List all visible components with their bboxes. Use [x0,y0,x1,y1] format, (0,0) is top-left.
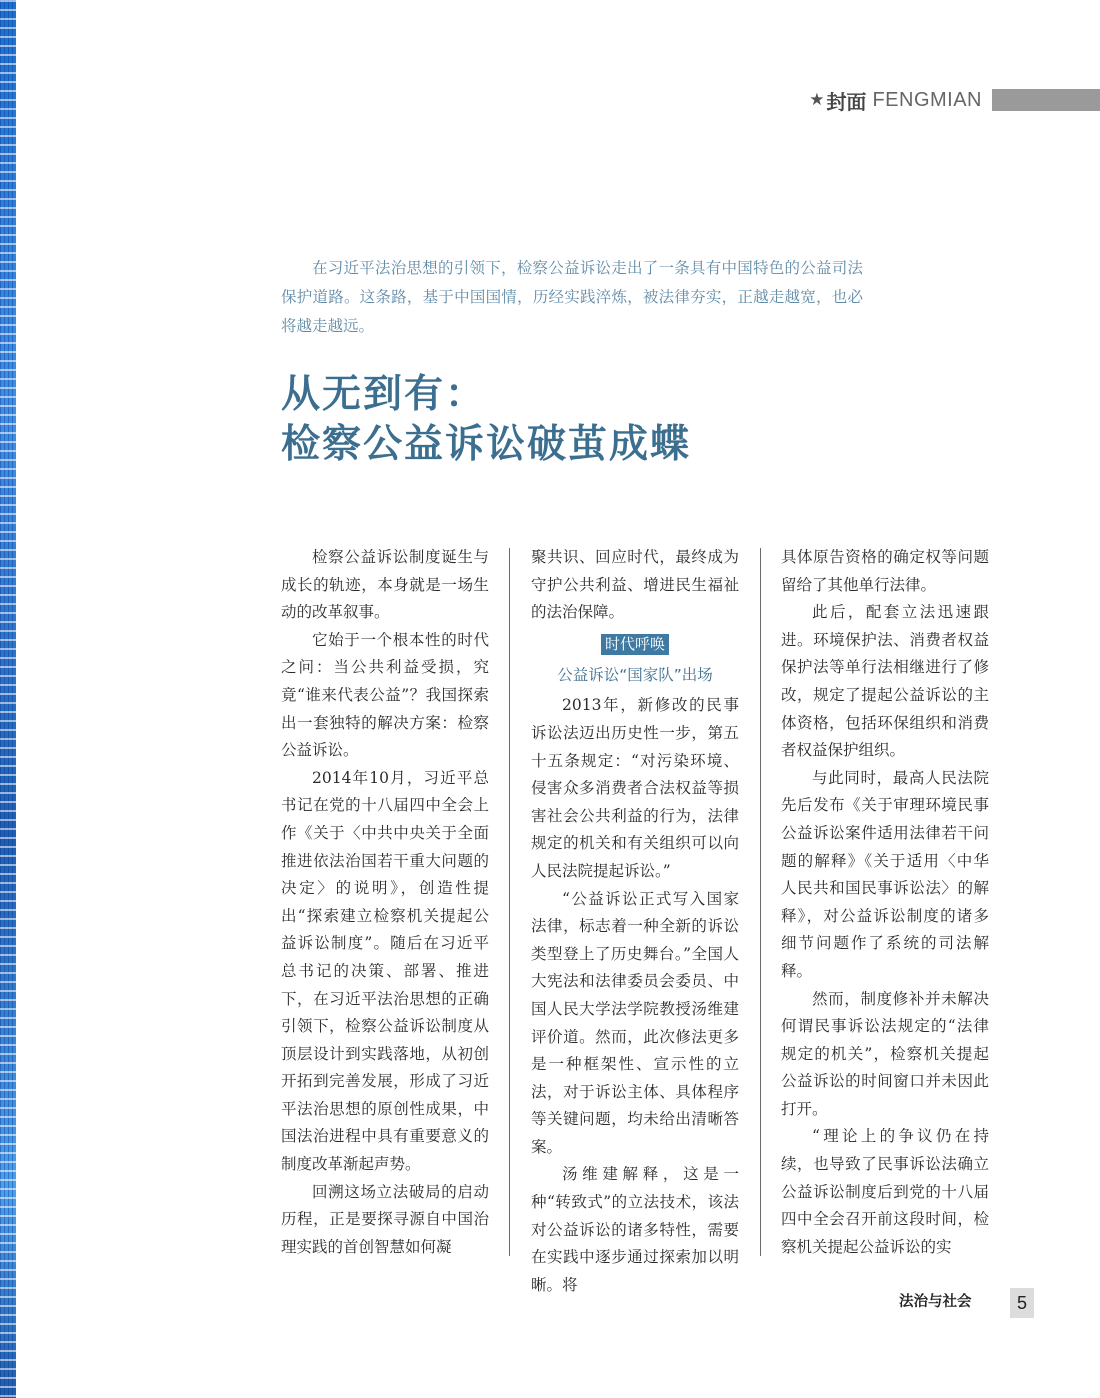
paragraph: 具体原告资格的确定权等问题留给了其他单行法律。 [781,548,989,594]
article-title [281,370,881,470]
paragraph: 聚共识、回应时代，最终成为守护公共利益、增进民生福祉的法治保障。 [531,548,739,622]
column-divider [509,548,510,1256]
subheading [531,631,739,659]
paragraph: 它始于一个根本性的时代之问：当公共利益受损，究竟“谁来代表公益”？我国探索出一套独特的解决方案：检察公益诉讼。 [281,630,489,760]
paragraph: 汤维建解释，这是一种“转致式”的立法技术，该法对公益诉讼的诸多特性，需要在实践中逐步通过探索加以明晰。将 [531,1165,739,1294]
subheading-chip: 时代呼唤 [601,634,669,655]
title-line-1: 从无到有： [281,372,487,417]
paragraph: 然而，制度修补并未解决何谓民事诉讼法规定的“法律规定的机关”，检察机关提起公益诉讼的时间窗口并未因此打开。 [781,989,989,1118]
title-line-2: 检察公益诉讼破茧成蝶 [281,422,692,467]
magazine-name: 法治与社会 [899,1294,972,1310]
left-decorative-strip [0,0,16,1398]
section-label-cn: 封面 [826,89,867,114]
paragraph: “理论上的争议仍在持续，也导致了民事诉讼法确立公益诉讼制度后到党的十八届四中全会召开前这段时间，检察机关提起公益诉讼的实 [781,1127,989,1256]
paragraph: 回溯这场立法破局的启动历程，正是要探寻源自中国治理实践的首创智慧如何凝 [281,1182,489,1256]
star-icon: ★ [809,90,825,110]
paragraph: “公益诉讼正式写入国家法律，标志着一种全新的诉讼类型登上了历史舞台。”全国人大宪法和法律委员会委员、中国人民大学法学院教授汤维建评价道。然而，此次修法更多是一种框架性、宣示性的立法，对于诉讼主体、具体程序等关键问题，均未给出清晰答案。 [531,889,739,1156]
section-tag [809,88,1100,112]
body-column-3 [781,544,989,1261]
body-column-1 [281,544,489,1261]
section-label-en: FENGMIAN [872,88,982,111]
paragraph: 与此同时，最高人民法院先后发布《关于审理环境民事公益诉讼案件适用法律若干问题的解释》《关于适用〈中华人民共和国民事诉讼法〉的解释》，对公益诉讼制度的诸多细节问题作了系统的司法解释。 [781,768,989,980]
paragraph: 检察公益诉讼制度诞生与成长的轨迹，本身就是一场生动的改革叙事。 [281,548,489,622]
paragraph: 此后，配套立法迅速跟进。环境保护法、消费者权益保护法等单行法相继进行了修改，规定了提起公益诉讼的主体资格，包括环保组织和消费者权益保护组织。 [781,603,989,760]
page-number: 5 [1010,1288,1034,1318]
subheading-title: 公益诉讼“国家队”出场 [557,666,713,685]
body-column-2 [531,544,739,1299]
paragraph: 2013年，新修改的民事诉讼法迈出历史性一步，第五十五条规定：“对污染环境、侵害众多消费者合法权益等损害社会公共利益的行为，法律规定的机关和有关组织可以向人民法院提起诉讼。” [531,696,739,880]
column-divider [760,548,761,1256]
lead-paragraph: 在习近平法治思想的引领下，检察公益诉讼走出了一条具有中国特色的公益司法保护道路。这条路，基于中国国情，历经实践淬炼，被法律夯实，正越走越宽，也必将越走越远。 [281,259,863,335]
paragraph: 2014年10月，习近平总书记在党的十八届四中全会上作《关于〈中共中央关于全面推进依法治国若干重大问题的决定〉的说明》，创造性提出“探索建立检察机关提起公益诉讼制度”。随后在习近平总书记的决策、部署、推进下，在习近平法治思想的正确引领下，检察公益诉讼制度从顶层设计到实践落地，从初创开拓到完善发展，形成了习近平法治思想的原创性成果，中国法治进程中具有重要意义的制度改革渐起声势。 [281,768,489,1174]
section-bar [992,89,1100,111]
